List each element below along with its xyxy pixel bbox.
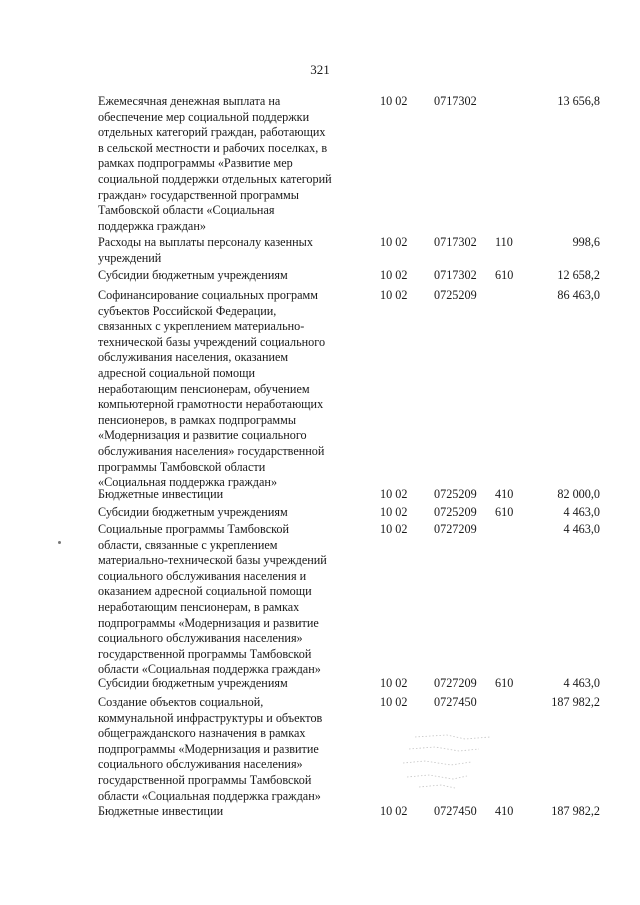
row-description: Субсидии бюджетным учреждениям: [98, 268, 288, 282]
row-section: 10 02: [380, 505, 408, 519]
row-amount: 4 463,0: [563, 505, 600, 519]
row-kind: 110: [495, 235, 513, 249]
row-description: Бюджетные инвестиции: [98, 804, 224, 818]
row-amount: 4 463,0: [563, 676, 600, 690]
row-code: 0717302: [434, 94, 477, 108]
row-section: 10 02: [380, 288, 408, 302]
row-kind: 610: [495, 505, 514, 519]
row-amount: 86 463,0: [557, 288, 600, 302]
row-section: 10 02: [380, 695, 408, 709]
margin-dot-mark: [58, 541, 61, 544]
row-kind: 610: [495, 676, 514, 690]
row-description: Социальные программы Тамбовской области, связанные с укреплением материально-технической базы учреждений социального обслуживания населения и оказанием адресной социальной помощи неработающим пенсионерам, в рамках подпрограммы «Модернизация и развитие социального обслуживания населения» государственной программы Тамбовской области «Социальная поддержка граждан»: [98, 522, 327, 677]
row-code: 0727450: [434, 695, 477, 709]
row-code: 0725209: [434, 487, 477, 501]
row-description: Ежемесячная денежная выплата на обеспечение мер социальной поддержки отдельных категорий граждан, работающих в сельской местности и рабочих поселках, в рамках подпрограммы «Развитие мер социальной поддержки отдельных категорий граждан» государственной программы Тамбовской области «Социальная поддержка граждан»: [98, 94, 332, 233]
row-code: 0717302: [434, 235, 477, 249]
row-code: 0727450: [434, 804, 477, 818]
row-amount: 187 982,2: [551, 804, 600, 818]
row-section: 10 02: [380, 94, 408, 108]
row-code: 0725209: [434, 288, 477, 302]
row-description: Софинансирование социальных программ субъектов Российской Федерации, связанных с укреплением материально- технической базы учреждений социального обслуживания населения, оказанием адресной социальной помощи неработающим пенсионерам, обучением компьютерной грамотности неработающих пенсионеров, в рамках подпрограммы «Модернизация и развитие социального обслуживания населения» государственной программы Тамбовской области «Социальная поддержка граждан»: [98, 288, 326, 490]
row-kind: 610: [495, 268, 514, 282]
row-section: 10 02: [380, 676, 408, 690]
row-amount: 4 463,0: [563, 522, 600, 536]
row-amount: 13 656,8: [557, 94, 600, 108]
row-section: 10 02: [380, 522, 408, 536]
faint-stamp-mark: [395, 725, 500, 795]
row-kind: 410: [495, 804, 514, 818]
row-amount: 998,6: [572, 235, 600, 249]
row-section: 10 02: [380, 487, 408, 501]
row-code: 0725209: [434, 505, 477, 519]
row-description: Субсидии бюджетным учреждениям: [98, 505, 288, 519]
row-description: Расходы на выплаты персоналу казенных учреждений: [98, 235, 313, 265]
row-amount: 187 982,2: [551, 695, 600, 709]
row-code: 0727209: [434, 676, 477, 690]
row-description: Субсидии бюджетным учреждениям: [98, 676, 288, 690]
row-section: 10 02: [380, 804, 408, 818]
row-section: 10 02: [380, 268, 408, 282]
row-kind: 410: [495, 487, 514, 501]
row-code: 0727209: [434, 522, 477, 536]
row-amount: 82 000,0: [557, 487, 600, 501]
row-code: 0717302: [434, 268, 477, 282]
row-description: Бюджетные инвестиции: [98, 487, 224, 501]
row-section: 10 02: [380, 235, 408, 249]
page-number: 321: [310, 62, 330, 77]
row-description: Создание объектов социальной, коммунальной инфраструктуры и объектов общегражданского назначения в рамках подпрограммы «Модернизация и развитие социального обслуживания населения» государственной программы Тамбовской области «Социальная поддержка граждан»: [98, 695, 323, 803]
row-amount: 12 658,2: [557, 268, 600, 282]
